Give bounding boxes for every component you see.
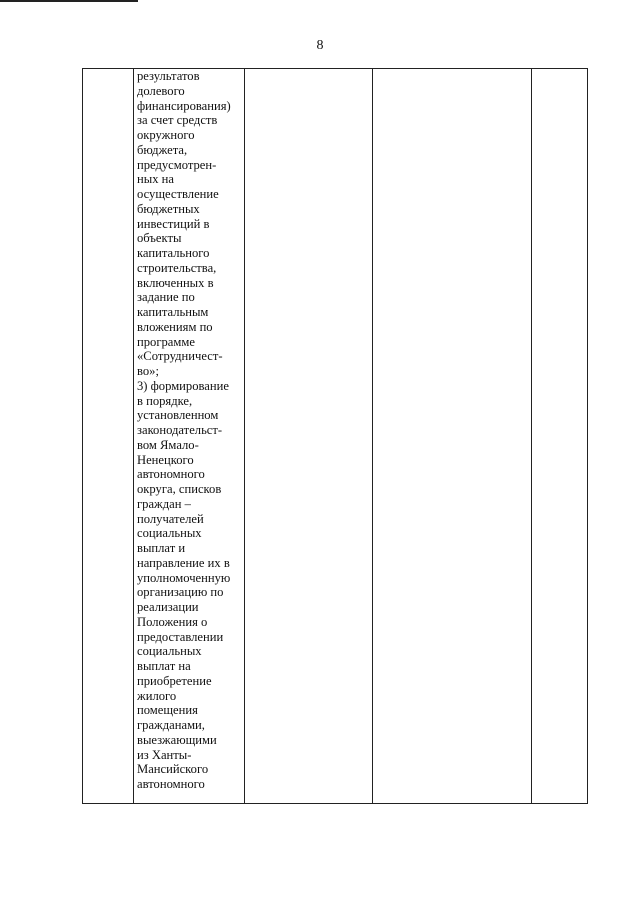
table-cell-3 [245,69,373,804]
table-cell-4 [373,69,532,804]
table-cell-2 [134,69,245,804]
page-number: 8 [316,38,324,53]
scan-edge-mark [0,0,138,2]
table-cell-5 [532,69,588,804]
table-cell-1 [83,69,134,804]
table-row [83,69,588,804]
cell-2-text: результатов долевого финансирования) за счет средств окружного бюджета, предусмотрен- ных на осуществление бюджетных инвестиций в объекты капитального строительства, включенных в задание по капитальным вложениям по программе «Сотрудничест- во»; 3) формирование в порядке, установленном законодательст- вом Ямало- Ненецкого автономного округа, списков граждан – получателей социальных выплат и направление их в уполномоченную организацию по реализации Положения о предоставлении социальных выплат на приобретение жилого помещения гражданами, выезжающими из Ханты- Мансийского автономного [137,69,231,791]
document-table [82,68,588,804]
